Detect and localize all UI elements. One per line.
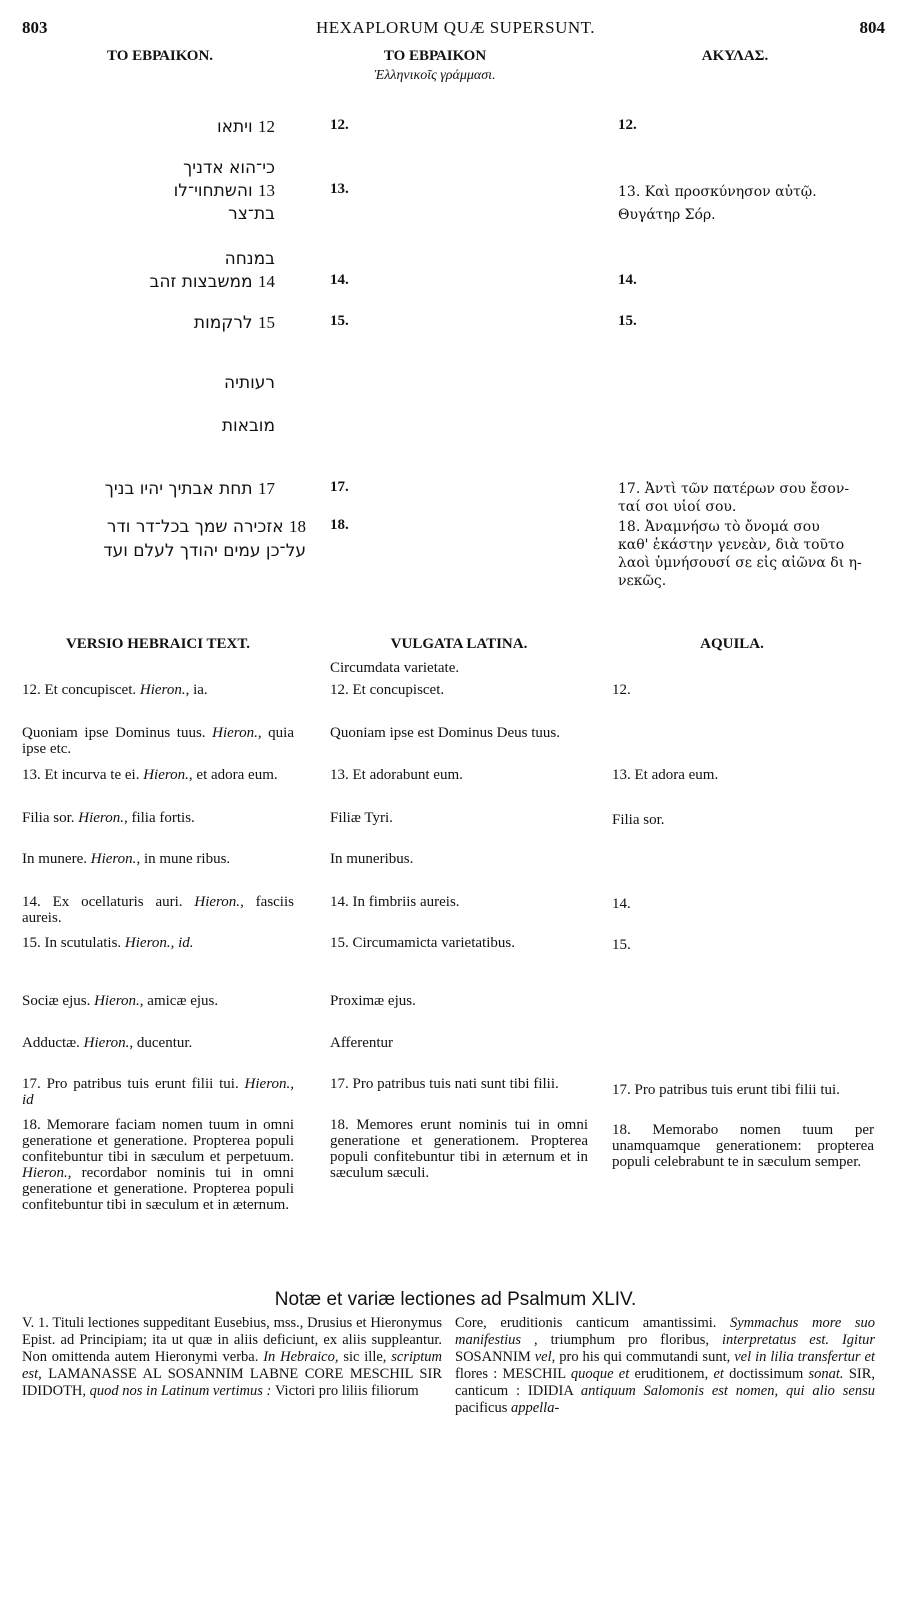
verse-number: 12 — [258, 117, 275, 136]
hebrew-line — [225, 249, 275, 269]
hebrew-text: ממשבצות זהב — [149, 272, 253, 292]
hebrew-text: במנחה — [224, 249, 275, 269]
col-translit-heading: ΤΟ ΕΒΡΑΙΚΟΝ — [383, 48, 487, 64]
aquila-greek-verse: Θυγάτηρ Σόρ. — [618, 207, 716, 223]
versio-verse: Adductæ. Hieron., ducentur. — [22, 1035, 193, 1051]
vulgata-verse: Filiæ Tyri. — [330, 810, 393, 826]
aquila-latin-verse: 13. Et adora eum. — [612, 767, 719, 783]
notes-left-column: V. 1. Tituli lectiones suppeditant Eusebius, mss., Drusius et Hieronymus Epist. ad Principiam; ita ut quæ in aliis deficiunt, ex aliis suppleantur. Non omittenda autem Hieronymi verba. In Hebraico, sic ille, scriptum est, LAMANASSE AL SOSANNIM LABNE CORE MESCHIL SIR IDIDOTH, quod nos in Latinum vertimus : Victori pro liliis filiorum — [22, 1315, 442, 1399]
verse-number: 18 — [289, 517, 306, 536]
running-title: HEXAPLORUM QUÆ SUPERSUNT. — [315, 18, 596, 37]
vulgata-pre-verse: Circumdata varietate. — [330, 660, 460, 676]
translit-verse-number: 15. — [330, 313, 349, 329]
versio-verse: Filia sor. Hieron., filia fortis. — [22, 810, 195, 826]
translit-verse-number: 17. — [330, 479, 349, 495]
versio-verse: Sociæ ejus. Hieron., amicæ ejus. — [22, 993, 219, 1009]
hebrew-line — [224, 373, 275, 393]
aquila-latin-verse: 12. — [612, 682, 631, 698]
vulgata-verse: 15. Circumamicta varietatibus. — [330, 935, 515, 951]
hebrew-text: והשתחוי־לו — [173, 181, 253, 201]
hebrew-line — [174, 181, 275, 201]
translit-verse-number: 14. — [330, 272, 349, 288]
aquila-greek-verse: λαοὶ ὑμνήσουσί σε εἰς αἰῶνα δι η- — [618, 555, 862, 571]
verse-number: 17 — [258, 479, 275, 498]
col-translit-subheading: Ἑλληνικοῖς γράμμασι. — [374, 68, 496, 83]
col-vulgata-heading: VULGATA LATINA. — [390, 636, 528, 652]
aquila-latin-verse: 14. — [612, 896, 631, 912]
vulgata-verse: 17. Pro patribus tuis nati sunt tibi filii. — [330, 1076, 559, 1092]
vulgata-verse: In muneribus. — [330, 851, 414, 867]
aquila-greek-verse: καθ' ἑκάστην γενεὰν, διὰ τοῦτο — [618, 537, 845, 553]
vulgata-verse: Proximæ ejus. — [330, 993, 416, 1009]
hebrew-text: בת־צר — [228, 204, 275, 224]
vulgata-verse: Afferentur — [330, 1035, 394, 1051]
translit-verse-number: 12. — [330, 117, 349, 133]
vulgata-verse: Quoniam ipse est Dominus Deus tuus. — [330, 725, 560, 741]
col-aquila-greek-heading: ΑΚΥΛΑΣ. — [701, 48, 769, 64]
vulgata-verse: 18. Memores erunt nominis tui in omni generatione et generationem. Propterea populi confitebuntur tibi in æternum et in sæculum sæculi. — [330, 1117, 588, 1181]
versio-verse: 17. Pro patribus tuis erunt filii tui. Hieron., id — [22, 1076, 294, 1108]
hebrew-text: רעותיה — [224, 373, 275, 393]
notes-title: Notæ et variæ lectiones ad Psalmum XLIV. — [274, 1289, 637, 1310]
versio-verse: 18. Memorare faciam nomen tuum in omni generatione et generatione. Propterea populi confitebuntur tibi in sæculum et perpetuum. Hieron., recordabor nominis tui in omni generatione et generatione. Propterea populi confitebuntur tibi in sæculum et in æternum. — [22, 1117, 294, 1213]
col-versio-heading: VERSIO HEBRAICI TEXT. — [65, 636, 251, 652]
versio-verse: 14. Ex ocellaturis auri. Hieron., fasciis aureis. — [22, 894, 294, 926]
aquila-greek-verse: 13. Καὶ προσκύνησον αὐτῷ. — [618, 184, 817, 200]
aquila-greek-verse: ταί σοι υἱοί σου. — [618, 499, 737, 515]
hebrew-text: לרקמות — [193, 313, 253, 333]
hebrew-line — [105, 479, 275, 499]
vulgata-verse: 14. In fimbriis aureis. — [330, 894, 460, 910]
translit-verse-number: 18. — [330, 517, 349, 533]
col-aquila-latin-heading: AQUILA. — [700, 636, 764, 652]
aquila-greek-verse: 18. Ἀναμνήσω τὸ ὄνομά σου — [618, 519, 820, 535]
hebrew-text: כי־הוא אדניך — [183, 158, 275, 178]
aquila-latin-verse: 18. Memorabo nomen tuum per unamquamque generationem: propterea populi celebrabunt te in sæculum semper. — [612, 1122, 874, 1170]
aquila-latin-verse: 17. Pro patribus tuis erunt tibi filii tui. — [612, 1082, 840, 1098]
verse-number: 13 — [258, 181, 275, 200]
aquila-greek-verse: 12. — [618, 117, 637, 133]
hebrew-text: אזכירה שמך בכל־דר ודר — [106, 517, 284, 537]
col-hebrew-heading: ΤΟ ΕΒΡΑΙΚΟΝ. — [106, 48, 214, 64]
aquila-latin-verse: Filia sor. — [612, 812, 665, 828]
versio-verse: 12. Et concupiscet. Hieron., ia. — [22, 682, 208, 698]
aquila-greek-verse: 17. Ἀντὶ τῶν πατέρων σου ἔσον- — [618, 481, 850, 497]
aquila-greek-verse: 15. — [618, 313, 637, 329]
hebrew-line — [183, 158, 275, 178]
verse-number: 15 — [258, 313, 275, 332]
versio-verse: In munere. Hieron., in mune ribus. — [22, 851, 231, 867]
translit-verse-number: 13. — [330, 181, 349, 197]
hebrew-line — [150, 272, 276, 292]
aquila-greek-verse: νεκῶς. — [618, 573, 667, 589]
hebrew-text: תחת אבתיך יהיו בניך — [104, 479, 253, 499]
versio-verse: 15. In scutulatis. Hieron., id. — [22, 935, 194, 951]
hebrew-line — [228, 204, 275, 224]
vulgata-verse: 13. Et adorabunt eum. — [330, 767, 463, 783]
versio-verse: 13. Et incurva te ei. Hieron., et adora eum. — [22, 767, 278, 783]
hebrew-text: מובאות — [221, 416, 275, 436]
page-number-left: 803 — [22, 18, 48, 37]
page-number-right: 804 — [859, 18, 885, 37]
hebrew-line — [103, 541, 306, 561]
hebrew-line — [107, 517, 306, 537]
hebrew-text: על־כן עמים יהודך לעלם ועד — [103, 541, 306, 561]
hebrew-line — [217, 117, 275, 137]
verse-number: 14 — [258, 272, 275, 291]
hebrew-text: ויתאו — [216, 117, 253, 137]
hebrew-line — [194, 313, 275, 333]
vulgata-verse: 12. Et concupiscet. — [330, 682, 445, 698]
notes-right-column: Core, eruditionis canticum amantissimi. Symmachus more suo manifestius , triumphum pro floribus, interpretatus est. Igitur SOSANNIM vel, pro his qui commutandi sunt, vel in lilia transfertur et flores : MESCHIL quoque et eruditionem, et doctissimum sonat. SIR, canticum : IDIDIA antiquum Salomonis est nomen, qui alio sensu pacificus appella- — [455, 1315, 876, 1416]
aquila-latin-verse: 15. — [612, 937, 631, 953]
hebrew-line — [222, 416, 275, 436]
versio-verse: Quoniam ipse Dominus tuus. Hieron., quia ipse etc. — [22, 725, 294, 757]
aquila-greek-verse: 14. — [618, 272, 637, 288]
